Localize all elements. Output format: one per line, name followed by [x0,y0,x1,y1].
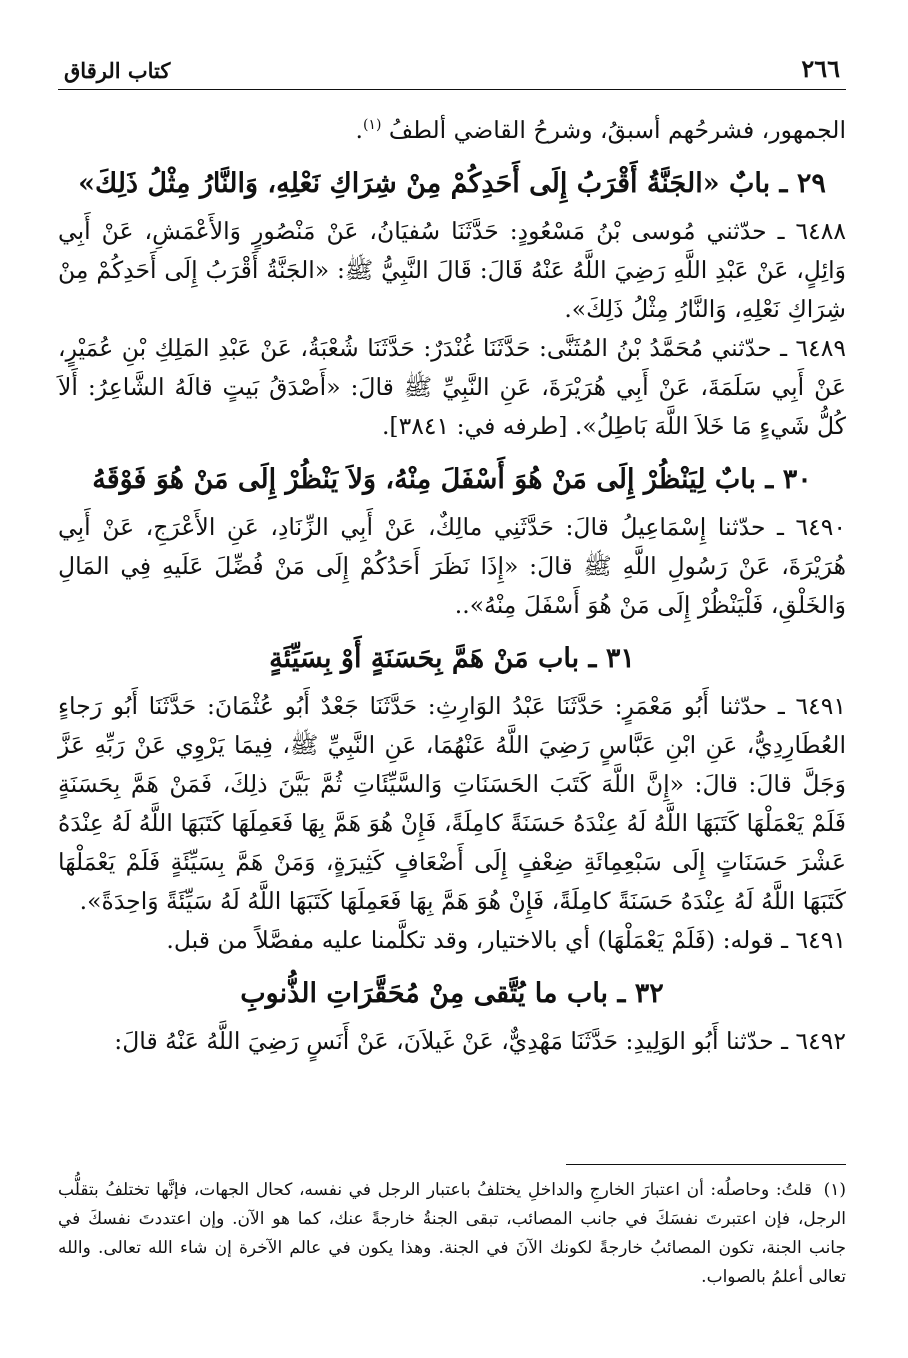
book-title: كتاب الرقاق [64,58,171,83]
commentary-6491: ٦٤٩١ ـ قوله: (فَلَمْ يَعْمَلْهَا) أي بالاختيار، وقد تكلَّمنا عليه مفصَّلاً من قبل. [166,925,846,954]
footnote-text: قلتُ: وحاصلُه: أن اعتبارَ الخارجِ والداخلِ يختلفُ باعتبار الرجل في نفسه، كحال الجهات، فإنَّها تختلفُ بتقلُّب الرجل، فإن اعتبرتَ نفسَكَ في جانب المصائب، تبقى الجنةُ خارجةً عنك، كما هو الآن. وإن اعتددتَ نفسكَ في جانب الجنة، تكون المصائبُ خارجةً لكونك الآنَ في الجنة. وهذا يكون في عالم الآخرة إن شاء الله تعالى. والله تعالى أعلمُ بالصواب. [58,1180,846,1287]
chapter-heading-32: ٣٢ ـ باب ما يُتَّقى مِنْ مُحَقَّرَاتِ الذُّنوبِ [240,977,664,1009]
footnote-reference[interactable]: (١) [362,117,382,133]
footnote-1 [58,1176,846,1292]
intro-end: . [355,115,363,144]
hadith-6491: ٦٤٩١ ـ حدّثنا أَبُو مَعْمَرٍ: حَدَّثَنَا عَبْدُ الوَارِثِ: حَدَّثَنَا جَعْدٌ أَبُو عُثْمَانَ: حَدَّثَنَا أَبُو رَجاءٍ العُطَارِدِيُّ، عَنِ ابْنِ عَبَّاسٍ رَضِيَ اللَّهُ عَنْهُمَا، عَنِ النَّبِيِّ ﷺ، فِيمَا يَرْوِي عَنْ رَبِّهِ عَزَّ وَجَلَّ قالَ: قالَ: «إِنَّ اللَّهَ كَتَبَ الحَسَنَاتِ وَالسَّيِّئَاتِ ثُمَّ بَيَّنَ ذلِكَ، فَمَنْ هَمَّ بِحَسَنَةٍ فَلَمْ يَعْمَلْهَا كَتَبَهَا اللَّهُ لَهُ عِنْدَهُ حَسَنَةً كامِلَةً، فَإِنْ هُوَ هَمَّ بِهَا فَعَمِلَهَا كَتَبَهَا اللَّهُ لَهُ عِنْدَهُ عَشْرَ حَسَنَاتٍ إِلَى سَبْعِمِائَةِ ضِعْفٍ إِلَى أَضْعَافٍ كَثِيرَةٍ، وَمَنْ هَمَّ بِسَيِّئَةٍ فَلَمْ يَعْمَلْهَا كَتَبَهَا اللَّهُ لَهُ عِنْدَهُ حَسَنَةً كامِلَةً، فَإِنْ هُوَ هَمَّ بِهَا فَعَمِلَهَا كَتَبَهَا اللَّهُ لَهُ سَيِّئَةً وَاحِدَةً». [58,691,846,915]
running-header [58,54,846,90]
chapter-heading-31: ٣١ ـ باب مَنْ هَمَّ بِحَسَنَةٍ أَوْ بِسَيِّئَةٍ [269,642,635,674]
hadith-6488: ٦٤٨٨ ـ حدّثني مُوسى بْنُ مَسْعُودٍ: حَدَّثَنَا سُفيَانُ، عَنْ مَنْصُورٍ وَالأَعْمَشِ، عَنْ أَبِي وَائِلٍ، عَنْ عَبْدِ اللَّهِ رَضِيَ اللَّهُ عَنْهُ قَالَ: قَالَ النَّبِيُّ ﷺ: «الجَنَّةُ أَقْرَبُ إِلَى أَحَدِكُمْ مِنْ شِرَاكِ نَعْلِهِ، وَالنَّارُ مِثْلُ ذَلِكَ». [58,216,846,323]
footnote-number: (١) [823,1180,846,1200]
page-number: ٢٦٦ [801,54,840,83]
footnotes [58,1176,846,1292]
hadith-6489: ٦٤٨٩ ـ حدّثني مُحَمَّدُ بْنُ المُثَنَّى: حَدَّثَنَا غُنْدَرٌ: حَدَّثَنَا شُعْبَةُ، عَنْ عَبْدِ المَلِكِ بْنِ عُمَيْرٍ، عَنْ أَبِي سَلَمَةَ، عَنْ أَبِي هُرَيْرَةَ، عَنِ النَّبِيِّ ﷺ قالَ: «أَصْدَقُ بَيتٍ قالَهُ الشَّاعِرُ: أَلاَ كُلُّ شَيءٍ مَا خَلاَ اللَّهَ بَاطِلُ». [طرفه في: ٣٨٤١]. [58,333,846,440]
main-text [58,106,846,1061]
chapter-heading-30: ٣٠ ـ بابٌ لِيَنْظُرْ إِلَى مَنْ هُوَ أَسْفَلَ مِنْهُ، وَلاَ يَنْظُرْ إِلَى مَنْ هُوَ فَوْقَهُ [92,463,812,495]
hadith-6492: ٦٤٩٢ ـ حدّثنا أَبُو الوَلِيدِ: حَدَّثَنَا مَهْدِيٌّ، عَنْ غَيلاَنَ، عَنْ أَنَسٍ رَضِيَ اللَّهُ عَنْهُ قالَ: [114,1026,846,1055]
chapter-heading-29: ٢٩ ـ بابٌ «الجَنَّةُ أَقْرَبُ إِلَى أَحَدِكُمْ مِنْ شِرَاكِ نَعْلِهِ، وَالنَّارُ مِثْلُ ذَلِكَ» [78,167,826,199]
hadith-6490: ٦٤٩٠ ـ حدّثنا إِسْمَاعِيلُ قالَ: حَدَّثَنِي مالِكٌ، عَنْ أَبِي الزِّنَادِ، عَنِ الأَعْرَجِ، عَنْ أَبِي هُرَيْرَةَ، عَنْ رَسُولِ اللَّهِ ﷺ قالَ: «إِذَا نَظَرَ أَحَدُكُمْ إِلَى مَنْ فُضِّلَ عَلَيهِ فِي المَالِ وَالخَلْقِ، فَلْيَنْظُرْ إِلَى مَنْ هُوَ أَسْفَلَ مِنْهُ».. [58,512,846,619]
intro-text: الجمهور، فشرحُهم أسبقُ، وشرحُ القاضي ألطفُ [388,115,846,144]
intro-paragraph [58,106,846,150]
footnote-divider [566,1164,846,1165]
